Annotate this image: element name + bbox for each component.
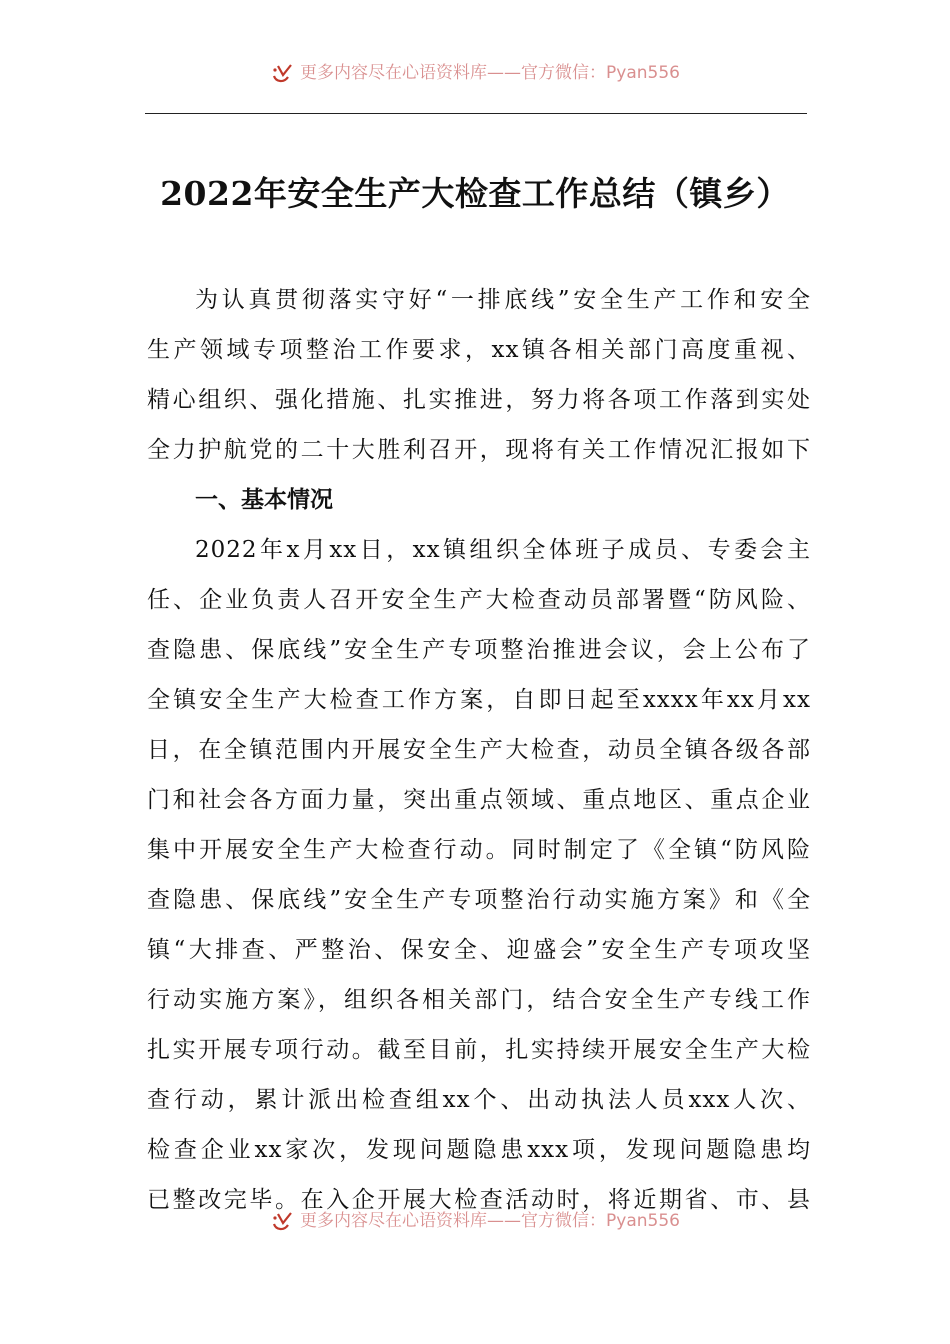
paragraph-line: 集中开展安全生产大检查行动。同时制定了《全镇“防风险 (147, 837, 811, 863)
brand-logo-icon (270, 62, 296, 84)
watermark-text: 更多内容尽在心语资料库——官方微信：Pyan556 (300, 62, 680, 83)
paragraph-line: 检查企业xx家次，发现问题隐患xxx项，发现问题隐患均 (147, 1137, 811, 1163)
paragraph-line: 全力护航党的二十大胜利召开，现将有关工作情况汇报如下 (147, 437, 811, 463)
paragraph-line: 已整改完毕。在入企开展大检查活动时，将近期省、市、县 (147, 1187, 811, 1213)
paragraph-line: 生产领域专项整治工作要求，xx镇各相关部门高度重视、 (147, 337, 811, 363)
brand-logo-icon (270, 1210, 296, 1232)
document-title: 2022年安全生产大检查工作总结（镇乡） (160, 174, 790, 213)
paragraph-line: 行动实施方案》，组织各相关部门，结合安全生产专线工作 (147, 987, 811, 1013)
paragraph-line: 扎实开展专项行动。截至目前，扎实持续开展安全生产大检 (147, 1037, 811, 1063)
paragraph-line: 查隐患、保底线”安全生产专项整治行动实施方案》和《全 (147, 887, 811, 913)
paragraph-line: 日，在全镇范围内开展安全生产大检查，动员全镇各级各部 (147, 737, 811, 763)
section-heading: 一、基本情况 (195, 487, 333, 513)
document-body (147, 275, 811, 1225)
paragraph-line: 为认真贯彻落实守好“一排底线”安全生产工作和安全 (195, 287, 811, 313)
header-watermark (0, 60, 950, 86)
paragraph-line: 全镇安全生产大检查工作方案，自即日起至xxxx年xx月xx (147, 687, 811, 713)
header-divider (145, 113, 807, 114)
paragraph-line: 门和社会各方面力量，突出重点领域、重点地区、重点企业 (147, 787, 811, 813)
paragraph-line: 精心组织、强化措施、扎实推进，努力将各项工作落到实处 (147, 387, 811, 413)
footer-watermark (0, 1208, 950, 1234)
paragraph-line: 任、企业负责人召开安全生产大检查动员部署暨“防风险、 (147, 587, 811, 613)
paragraph-line: 查行动，累计派出检查组xx个、出动执法人员xxx人次、 (147, 1087, 811, 1113)
paragraph-line: 2022年x月xx日，xx镇组织全体班子成员、专委会主 (195, 537, 811, 563)
watermark-text: 更多内容尽在心语资料库——官方微信：Pyan556 (300, 1210, 680, 1231)
paragraph-line: 查隐患、保底线”安全生产专项整治推进会议，会上公布了 (147, 637, 811, 663)
paragraph-line: 镇“大排查、严整治、保安全、迎盛会”安全生产专项攻坚 (147, 937, 811, 963)
